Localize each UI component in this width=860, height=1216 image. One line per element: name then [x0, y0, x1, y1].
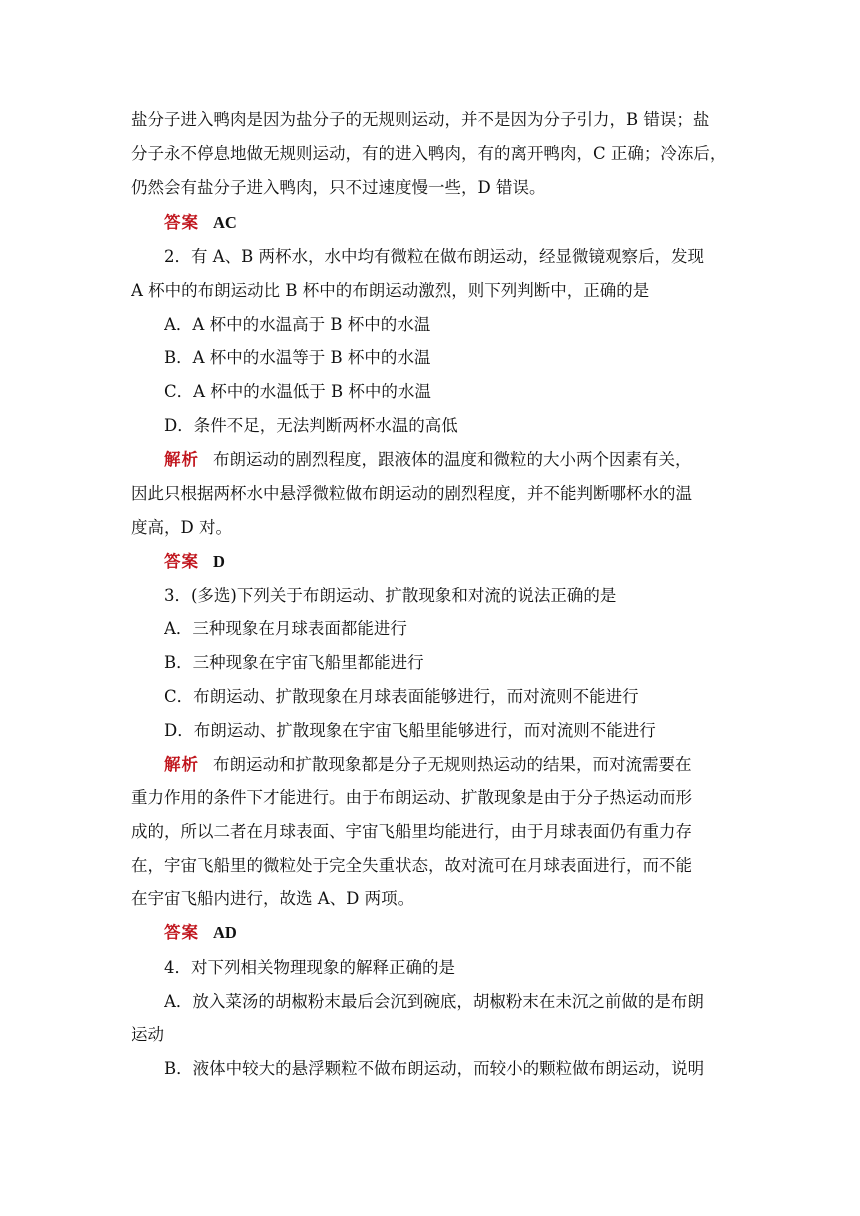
answer-value: D	[213, 552, 225, 571]
answer-value: AD	[213, 923, 237, 942]
answer-label: 答案	[164, 923, 199, 942]
answer-value: AC	[213, 213, 237, 232]
answer-line	[164, 916, 731, 950]
text-line: 仍然会有盐分子进入鸭肉，只不过速度慢一些，D 错误。	[131, 178, 546, 197]
text-line: B．液体中较大的悬浮颗粒不做布朗运动，而较小的颗粒做布朗运动，说明	[164, 1059, 705, 1078]
text-line: C．布朗运动、扩散现象在月球表面能够进行，而对流则不能进行	[164, 687, 639, 706]
text-line: D．布朗运动、扩散现象在宇宙飞船里能够进行，而对流则不能进行	[164, 721, 656, 740]
text-line: B．三种现象在宇宙飞船里都能进行	[164, 653, 424, 672]
text-line: 因此只根据两杯水中悬浮微粒做布朗运动的剧烈程度，并不能判断哪杯水的温	[131, 484, 692, 503]
answer-line	[164, 206, 731, 240]
text-line: 在，宇宙飞船里的微粒处于完全失重状态，故对流可在月球表面进行，而不能	[131, 856, 692, 875]
text-line: 成的，所以二者在月球表面、宇宙飞船里均能进行，由于月球表面仍有重力存	[131, 822, 692, 841]
text-line: 重力作用的条件下才能进行。由于布朗运动、扩散现象是由于分子热运动而形	[131, 788, 692, 807]
analysis-label: 解析	[164, 450, 199, 469]
analysis-text: 布朗运动和扩散现象都是分子无规则热运动的结果，而对流需要在	[213, 755, 692, 774]
analysis-text: 布朗运动的剧烈程度，跟液体的温度和微粒的大小两个因素有关，	[213, 450, 692, 469]
text-line: C．A 杯中的水温低于 B 杯中的水温	[164, 382, 431, 401]
text-line: A 杯中的布朗运动比 B 杯中的布朗运动激烈，则下列判断中，正确的是	[131, 281, 650, 300]
text-line: B．A 杯中的水温等于 B 杯中的水温	[164, 348, 431, 367]
text-line: D．条件不足，无法判断两杯水温的高低	[164, 416, 458, 435]
answer-label: 答案	[164, 552, 199, 571]
text-line: 4．对下列相关物理现象的解释正确的是	[164, 958, 455, 977]
text-line: 度高，D 对。	[131, 518, 232, 537]
text-line: 在宇宙飞船内进行，故选 A、D 两项。	[131, 889, 415, 908]
analysis-line	[164, 748, 731, 782]
answer-label: 答案	[164, 213, 199, 232]
analysis-label: 解析	[164, 755, 199, 774]
text-line: 运动	[131, 1025, 164, 1044]
analysis-line	[164, 443, 731, 477]
text-line: A．A 杯中的水温高于 B 杯中的水温	[164, 315, 431, 334]
answer-line	[164, 545, 731, 579]
text-line: 分子永不停息地做无规则运动，有的进入鸭肉，有的离开鸭肉，C 正确；冷冻后，	[131, 144, 727, 163]
text-line: 2．有 A、B 两杯水，水中均有微粒在做布朗运动，经显微镜观察后，发现	[164, 247, 705, 266]
text-line: A．三种现象在月球表面都能进行	[164, 619, 407, 638]
text-line: 3．(多选)下列关于布朗运动、扩散现象和对流的说法正确的是	[164, 586, 617, 605]
text-line: A．放入菜汤的胡椒粉末最后会沉到碗底，胡椒粉末在未沉之前做的是布朗	[164, 992, 704, 1011]
text-line: 盐分子进入鸭肉是因为盐分子的无规则运动，并不是因为分子引力，B 错误；盐	[131, 110, 710, 129]
